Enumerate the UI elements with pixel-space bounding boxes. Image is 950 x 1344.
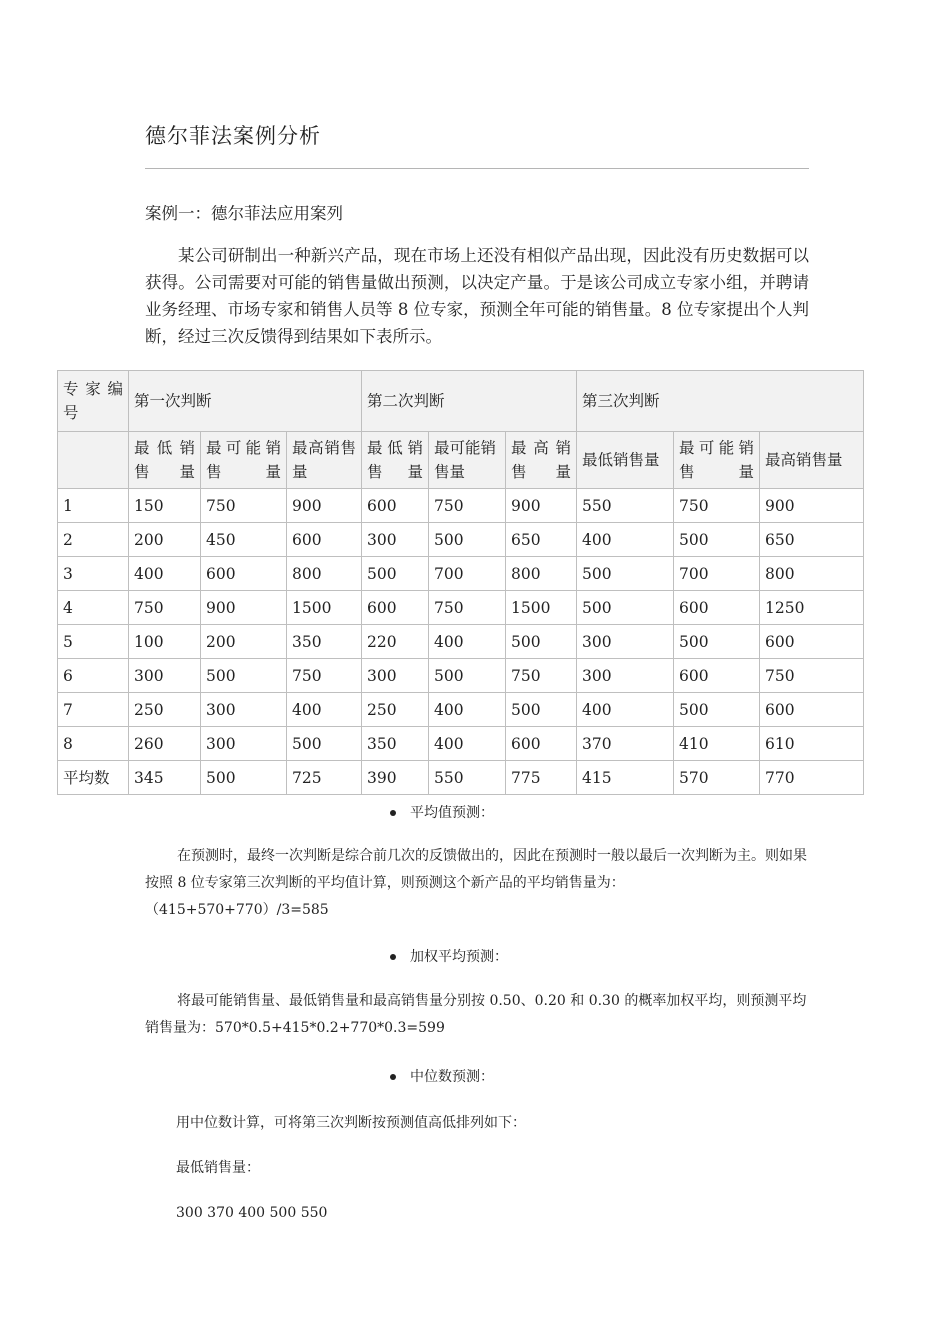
value-cell: 500 xyxy=(674,625,760,659)
value-cell: 700 xyxy=(674,557,760,591)
value-cell: 770 xyxy=(760,761,864,795)
bullet-dot-icon xyxy=(390,810,396,816)
value-cell: 600 xyxy=(201,557,287,591)
mean-text: 在预测时，最终一次判断是综合前几次的反馈做出的，因此在预测时一般以最后一次判断为主。则如果按照 8 位专家第三次判断的平均值计算，则预测这个新产品的平均销售量为： xyxy=(145,848,807,891)
value-cell: 800 xyxy=(506,557,577,591)
bullet-weighted xyxy=(390,946,508,966)
expert-id-cell: 2 xyxy=(58,523,129,557)
subheader-cell: 最高销售量 xyxy=(287,432,362,489)
value-cell: 800 xyxy=(287,557,362,591)
value-cell: 260 xyxy=(129,727,201,761)
value-cell: 400 xyxy=(577,523,674,557)
value-cell: 900 xyxy=(201,591,287,625)
expert-id-cell: 6 xyxy=(58,659,129,693)
value-cell: 600 xyxy=(674,659,760,693)
bullet-dot-icon xyxy=(390,1074,396,1080)
expert-id-cell: 7 xyxy=(58,693,129,727)
expert-id-cell: 平均数 xyxy=(58,761,129,795)
value-cell: 500 xyxy=(577,557,674,591)
subheader-cell: 最低销售量 xyxy=(129,432,201,489)
value-cell: 900 xyxy=(760,489,864,523)
header-expert-id: 专家编号 xyxy=(58,371,129,432)
value-cell: 500 xyxy=(506,693,577,727)
value-cell: 450 xyxy=(201,523,287,557)
table-row xyxy=(58,625,864,659)
value-cell: 400 xyxy=(429,693,506,727)
table-row xyxy=(58,523,864,557)
subheader-cell: 最高销售量 xyxy=(760,432,864,489)
expert-id-cell: 8 xyxy=(58,727,129,761)
mean-paragraph xyxy=(145,843,809,897)
value-cell: 345 xyxy=(129,761,201,795)
value-cell: 750 xyxy=(287,659,362,693)
value-cell: 650 xyxy=(506,523,577,557)
subheader-cell: 最可能销售量 xyxy=(201,432,287,489)
expert-id-cell: 1 xyxy=(58,489,129,523)
value-cell: 415 xyxy=(577,761,674,795)
value-cell: 750 xyxy=(674,489,760,523)
value-cell: 500 xyxy=(362,557,429,591)
value-cell: 600 xyxy=(362,591,429,625)
value-cell: 350 xyxy=(362,727,429,761)
value-cell: 800 xyxy=(760,557,864,591)
value-cell: 725 xyxy=(287,761,362,795)
expert-id-cell: 3 xyxy=(58,557,129,591)
lowest-values: 300 370 400 500 550 xyxy=(176,1205,328,1221)
bullet-mean xyxy=(390,802,494,822)
value-cell: 300 xyxy=(577,625,674,659)
value-cell: 750 xyxy=(506,659,577,693)
header-round-2: 第二次判断 xyxy=(362,371,577,432)
value-cell: 610 xyxy=(760,727,864,761)
value-cell: 750 xyxy=(129,591,201,625)
value-cell: 500 xyxy=(201,659,287,693)
subheader-cell: 最高销售量 xyxy=(506,432,577,489)
value-cell: 300 xyxy=(201,727,287,761)
weighted-paragraph: 将最可能销售量、最低销售量和最高销售量分别按 0.50、0.20 和 0.30 的概率加权平均，则预测平均销售量为：570*0.5+415*0.2+770*0.3=599 xyxy=(145,993,807,1036)
value-cell: 750 xyxy=(760,659,864,693)
value-cell: 500 xyxy=(201,761,287,795)
page-title: 德尔菲法案例分析 xyxy=(145,124,321,148)
title-divider xyxy=(145,168,809,169)
value-cell: 400 xyxy=(287,693,362,727)
mean-heading: 平均值预测： xyxy=(410,805,494,821)
value-cell: 300 xyxy=(362,523,429,557)
value-cell: 775 xyxy=(506,761,577,795)
value-cell: 390 xyxy=(362,761,429,795)
value-cell: 1500 xyxy=(287,591,362,625)
value-cell: 700 xyxy=(429,557,506,591)
bullet-dot-icon xyxy=(390,954,396,960)
value-cell: 600 xyxy=(760,693,864,727)
table-row xyxy=(58,761,864,795)
value-cell: 750 xyxy=(429,591,506,625)
intro-paragraph: 某公司研制出一种新兴产品，现在市场上还没有相似产品出现，因此没有历史数据可以获得。公司需要对可能的销售量做出预测，以决定产量。于是该公司成立专家小组，并聘请业务经理、市场专家和销售人员等 8 位专家，预测全年可能的销售量。8 位专家提出个人判断，经过三次反馈得到结果如下表所示。 xyxy=(145,246,809,346)
value-cell: 600 xyxy=(674,591,760,625)
value-cell: 300 xyxy=(201,693,287,727)
value-cell: 300 xyxy=(362,659,429,693)
value-cell: 500 xyxy=(577,591,674,625)
value-cell: 600 xyxy=(287,523,362,557)
value-cell: 570 xyxy=(674,761,760,795)
value-cell: 500 xyxy=(506,625,577,659)
value-cell: 500 xyxy=(674,523,760,557)
table-header-row xyxy=(58,371,864,432)
value-cell: 400 xyxy=(429,727,506,761)
value-cell: 400 xyxy=(429,625,506,659)
value-cell: 900 xyxy=(287,489,362,523)
value-cell: 500 xyxy=(287,727,362,761)
lowest-label: 最低销售量： xyxy=(176,1160,260,1176)
table-row xyxy=(58,489,864,523)
subheader-empty xyxy=(58,432,129,489)
subheader-cell: 最低销售量 xyxy=(362,432,429,489)
expert-id-cell: 4 xyxy=(58,591,129,625)
value-cell: 250 xyxy=(129,693,201,727)
table-row xyxy=(58,591,864,625)
value-cell: 600 xyxy=(362,489,429,523)
value-cell: 250 xyxy=(362,693,429,727)
subheader-cell: 最低销售量 xyxy=(577,432,674,489)
subheader-cell: 最可能销售量 xyxy=(429,432,506,489)
table-subheader-row xyxy=(58,432,864,489)
value-cell: 750 xyxy=(429,489,506,523)
table-row xyxy=(58,557,864,591)
value-cell: 220 xyxy=(362,625,429,659)
expert-id-cell: 5 xyxy=(58,625,129,659)
header-round-1: 第一次判断 xyxy=(129,371,362,432)
value-cell: 300 xyxy=(129,659,201,693)
mean-formula: （415+570+770）/3=585 xyxy=(145,902,329,918)
value-cell: 400 xyxy=(129,557,201,591)
subheader-cell: 最可能销售量 xyxy=(674,432,760,489)
case-subtitle: 案例一：德尔菲法应用案列 xyxy=(145,204,343,223)
value-cell: 500 xyxy=(429,523,506,557)
forecast-table xyxy=(57,370,864,795)
table-row xyxy=(58,659,864,693)
value-cell: 200 xyxy=(201,625,287,659)
value-cell: 900 xyxy=(506,489,577,523)
value-cell: 300 xyxy=(577,659,674,693)
value-cell: 550 xyxy=(577,489,674,523)
value-cell: 200 xyxy=(129,523,201,557)
header-round-3: 第三次判断 xyxy=(577,371,864,432)
value-cell: 650 xyxy=(760,523,864,557)
bullet-median xyxy=(390,1066,494,1086)
value-cell: 600 xyxy=(760,625,864,659)
table-row xyxy=(58,693,864,727)
value-cell: 350 xyxy=(287,625,362,659)
value-cell: 550 xyxy=(429,761,506,795)
value-cell: 370 xyxy=(577,727,674,761)
value-cell: 400 xyxy=(577,693,674,727)
value-cell: 750 xyxy=(201,489,287,523)
table-row xyxy=(58,727,864,761)
weighted-heading: 加权平均预测： xyxy=(410,949,508,965)
value-cell: 1250 xyxy=(760,591,864,625)
median-heading: 中位数预测： xyxy=(410,1069,494,1085)
value-cell: 600 xyxy=(506,727,577,761)
value-cell: 410 xyxy=(674,727,760,761)
value-cell: 500 xyxy=(674,693,760,727)
value-cell: 100 xyxy=(129,625,201,659)
median-paragraph: 用中位数计算，可将第三次判断按预测值高低排列如下： xyxy=(176,1115,526,1131)
value-cell: 500 xyxy=(429,659,506,693)
value-cell: 1500 xyxy=(506,591,577,625)
value-cell: 150 xyxy=(129,489,201,523)
